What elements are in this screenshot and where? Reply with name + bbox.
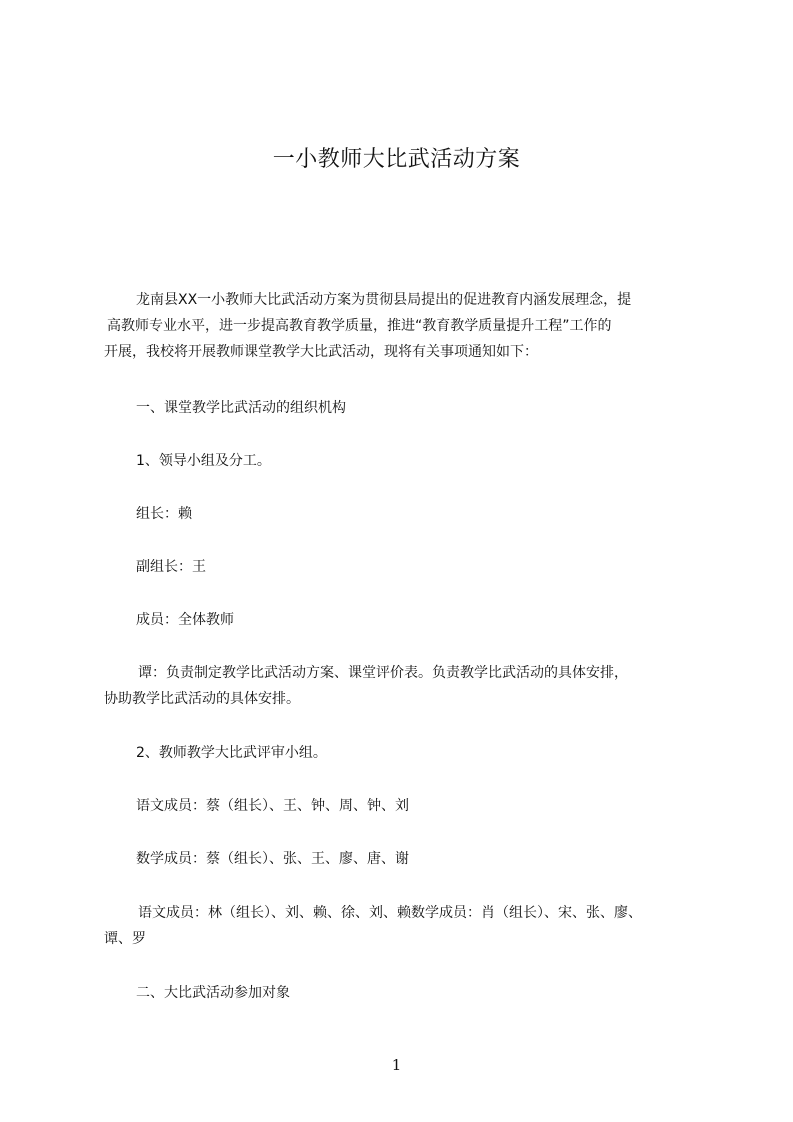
document-title: 一小教师大比武活动方案 bbox=[272, 147, 521, 172]
intro-line-1: 龙南县XX一小教师大比武活动方案为贯彻县局提出的促进教育内涵发展理念，提 bbox=[136, 292, 632, 308]
mixed-members-line-2: 谭、罗 bbox=[104, 931, 146, 947]
leader-line: 组长：赖 bbox=[136, 506, 192, 522]
math-members-line: 数学成员：蔡（组长）、张、王、廖、唐、谢 bbox=[136, 851, 409, 867]
mixed-members-line-1: 语文成员：林（组长）、刘、赖、徐、刘、赖数学成员：肖（组长）、宋、张、廖、 bbox=[138, 905, 642, 921]
item-1-heading: 1、领导小组及分工。 bbox=[136, 453, 271, 469]
item-2-heading: 2、教师教学大比武评审小组。 bbox=[136, 745, 327, 761]
section-1-heading: 一、课堂教学比武活动的组织机构 bbox=[136, 400, 346, 416]
duty-line-1: 谭：负责制定教学比武活动方案、课堂评价表。负责教学比武活动的具体安排， bbox=[138, 665, 628, 681]
intro-line-3: 开展，我校将开展教师课堂教学大比武活动，现将有关事项通知如下： bbox=[104, 344, 538, 360]
section-2-heading: 二、大比武活动参加对象 bbox=[136, 985, 290, 1001]
vice-leader-line: 副组长：王 bbox=[136, 559, 206, 575]
duty-line-2: 协助教学比武活动的具体安排。 bbox=[104, 691, 300, 707]
intro-line-2: 高教师专业水平，进一步提高教育教学质量，推进“教育教学质量提升工程”工作的 bbox=[107, 318, 612, 334]
members-line: 成员：全体教师 bbox=[136, 612, 234, 628]
chinese-members-line: 语文成员：蔡（组长）、王、钟、周、钟、刘 bbox=[136, 798, 409, 814]
page-number: 1 bbox=[391, 1056, 402, 1074]
